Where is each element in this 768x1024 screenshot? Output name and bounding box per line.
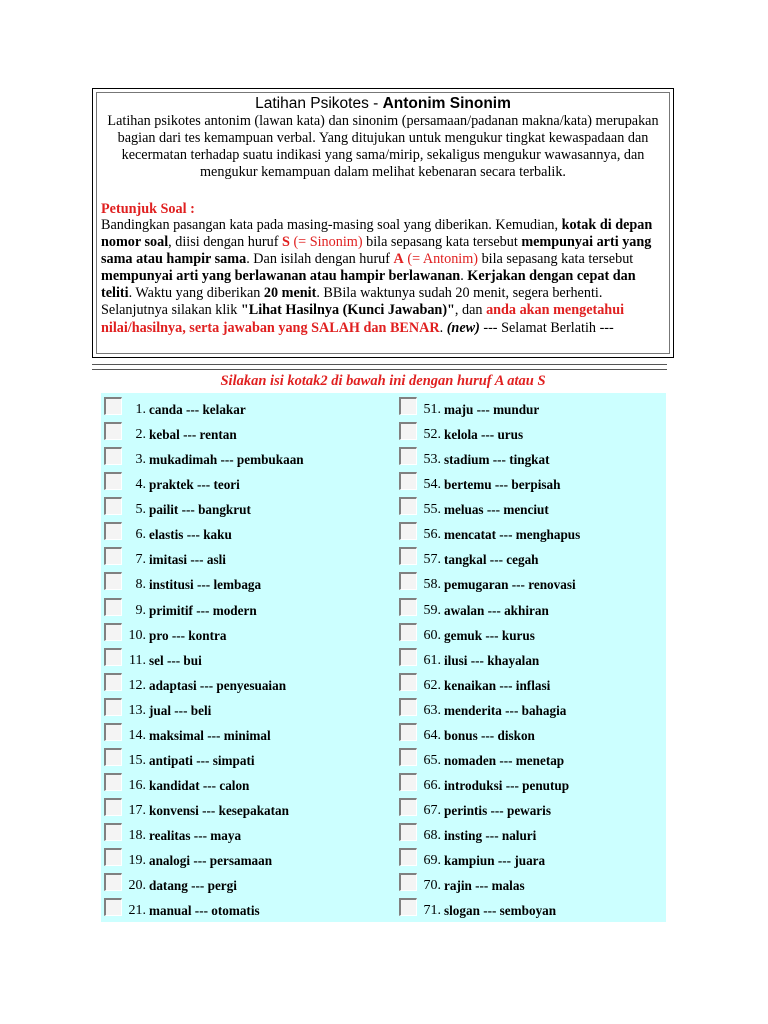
petunjuk-text: --- Selamat Berlatih --- <box>479 319 614 336</box>
question-number: 4. <box>135 477 146 493</box>
word-pair: manual --- otomatis <box>149 903 260 919</box>
word-pair: menderita --- bahagia <box>444 702 567 718</box>
answer-input-box[interactable] <box>399 447 417 465</box>
title-prefix: Latihan Psikotes - <box>255 95 383 112</box>
question-number: 64. <box>423 727 441 743</box>
petunjuk-bold: 20 menit <box>263 285 317 302</box>
word-pair: imitasi --- asli <box>149 552 226 568</box>
answer-input-box[interactable] <box>104 522 122 540</box>
word-pair: datang --- pergi <box>149 878 237 894</box>
new-badge: (new) <box>446 319 480 336</box>
answer-input-box[interactable] <box>399 798 417 816</box>
question-number: 18. <box>128 828 146 844</box>
answer-input-box[interactable] <box>104 848 122 866</box>
answer-input-box[interactable] <box>399 397 417 415</box>
intro-description: Latihan psikotes antonim (lawan kata) dan sinonim (persamaan/padanan makna/kata) merupakan bagian dari tes kemampuan verbal. Yang ditujukan untuk mengukur tingkat kewaspadaan dan kecermatan terhadap suatu indikasi yang sama/mirip, sekaligus mengukur wawasannya, dan mengukur kemampuan dalam melihat kebenaran secara terbalik. <box>107 113 659 180</box>
petunjuk-text: . BBila waktunya sudah 20 menit, segera berhenti. Selanjutnya silakan klik <box>101 285 603 319</box>
answer-input-box[interactable] <box>104 648 122 666</box>
word-pair: mukadimah --- pembukaan <box>149 452 304 468</box>
word-pair: maju --- mundur <box>444 402 540 417</box>
word-pair: praktek --- teori <box>149 477 240 493</box>
letter-s: S <box>282 234 290 251</box>
word-pair: adaptasi --- penyesuaian <box>149 677 287 693</box>
petunjuk-text: . <box>460 268 468 285</box>
word-pair: elastis --- kaku <box>149 527 232 543</box>
question-number: 57. <box>423 552 441 568</box>
answer-input-box[interactable] <box>104 798 122 816</box>
question-number: 16. <box>128 777 146 793</box>
answer-input-box[interactable] <box>104 447 122 465</box>
question-number: 59. <box>423 602 441 618</box>
question-number: 56. <box>423 527 441 543</box>
petunjuk-text: . <box>439 319 447 336</box>
antonim-label: (= Antonim) <box>403 251 479 268</box>
word-pair: antipati --- simpati <box>149 752 255 768</box>
word-pair: realitas --- maya <box>149 828 242 844</box>
question-number: 20. <box>128 878 146 894</box>
word-pair: konvensi --- kesepakatan <box>149 803 289 818</box>
word-pair: awalan --- akhiran <box>444 602 549 618</box>
question-number: 13. <box>128 702 146 718</box>
question-number: 12. <box>128 677 146 693</box>
question-number: 11. <box>129 652 146 668</box>
petunjuk-bold: mempunyai arti yang sama atau hampir sama <box>101 234 652 268</box>
answer-input-box[interactable] <box>104 823 122 841</box>
petunjuk-text: Bandingkan pasangan kata pada masing-masing soal yang diberikan. Kemudian, <box>101 217 562 233</box>
word-pair: insting --- naluri <box>444 828 537 844</box>
question-number: 60. <box>423 627 441 643</box>
kunci-jawaban-link-text: "Lihat Hasilnya (Kunci Jawaban)" <box>240 302 455 319</box>
word-pair: kelola --- urus <box>444 427 524 443</box>
question-number: 69. <box>423 853 441 869</box>
answer-input-box[interactable] <box>104 547 122 565</box>
answer-input-box[interactable] <box>104 497 122 515</box>
question-number: 51. <box>423 402 441 417</box>
word-pair: maksimal --- minimal <box>149 727 271 743</box>
word-pair: introduksi --- penutup <box>444 777 570 793</box>
sinonim-label: (= Sinonim) <box>289 234 363 251</box>
word-pair: bonus --- diskon <box>444 727 535 743</box>
answer-input-box[interactable] <box>399 522 417 540</box>
word-pair: institusi --- lembaga <box>149 577 262 593</box>
word-pair: kampiun --- juara <box>444 853 546 869</box>
word-pair: mencatat --- menghapus <box>444 527 581 543</box>
question-number: 7. <box>135 552 146 568</box>
answer-input-box[interactable] <box>399 547 417 565</box>
question-number: 1. <box>135 402 146 417</box>
question-number: 8. <box>135 577 146 593</box>
petunjuk-red-bold: anda akan mengetahui nilai/hasilnya, serta jawaban yang SALAH dan BENAR <box>101 302 625 336</box>
answer-input-box[interactable] <box>399 823 417 841</box>
question-number: 5. <box>135 502 146 518</box>
petunjuk-text: . Dan isilah dengan huruf <box>246 251 394 268</box>
question-number: 17. <box>128 803 146 818</box>
answer-input-box[interactable] <box>399 748 417 766</box>
answer-input-box[interactable] <box>104 873 122 891</box>
answer-input-box[interactable] <box>399 572 417 590</box>
word-pair: pailit --- bangkrut <box>149 502 251 518</box>
word-pair: perintis --- pewaris <box>444 803 551 818</box>
petunjuk-bold: Kerjakan dengan cepat dan teliti <box>101 268 636 302</box>
question-number: 65. <box>423 752 441 768</box>
answer-input-box[interactable] <box>399 422 417 440</box>
answer-input-box[interactable] <box>399 698 417 716</box>
word-pair: pro --- kontra <box>149 627 227 643</box>
petunjuk-bold: mempunyai arti yang berlawanan atau hampir berlawanan <box>101 268 461 285</box>
word-pair: jual --- beli <box>149 702 212 718</box>
word-pair: stadium --- tingkat <box>444 452 550 468</box>
answer-input-box[interactable] <box>104 623 122 641</box>
word-pair: tangkal --- cegah <box>444 552 539 568</box>
word-pair: kandidat --- calon <box>149 777 250 793</box>
answer-input-box[interactable] <box>104 422 122 440</box>
word-pair: sel --- bui <box>149 652 202 668</box>
answer-input-box[interactable] <box>104 572 122 590</box>
answer-input-box[interactable] <box>104 723 122 741</box>
answer-input-box[interactable] <box>104 748 122 766</box>
answer-input-box[interactable] <box>399 848 417 866</box>
answer-input-box[interactable] <box>104 598 122 616</box>
answer-input-box[interactable] <box>399 873 417 891</box>
question-number: 3. <box>135 452 146 468</box>
word-pair: pemugaran --- renovasi <box>444 577 576 593</box>
question-number: 67. <box>423 803 441 818</box>
petunjuk-text: bila sepasang kata tersebut <box>478 251 634 268</box>
question-number: 19. <box>128 853 146 869</box>
answer-input-box[interactable] <box>399 898 417 916</box>
answer-input-box[interactable] <box>399 472 417 490</box>
question-number: 21. <box>128 903 146 919</box>
instruction-heading: Silakan isi kotak2 di bawah ini dengan huruf A atau S <box>220 373 546 389</box>
answer-input-box[interactable] <box>104 773 122 791</box>
petunjuk-bold: kotak di depan nomor soal <box>101 217 653 251</box>
question-number: 61. <box>423 652 441 668</box>
question-number: 14. <box>128 727 146 743</box>
word-pair: canda --- kelakar <box>149 402 246 417</box>
letter-a: A <box>393 251 404 268</box>
question-number: 71. <box>423 903 441 919</box>
answer-input-box[interactable] <box>104 673 122 691</box>
answer-input-box[interactable] <box>399 497 417 515</box>
page-title <box>93 95 673 113</box>
question-number: 55. <box>423 502 441 518</box>
question-number: 15. <box>128 752 146 768</box>
title-bold: Antonim Sinonim <box>382 95 511 112</box>
question-number: 6. <box>135 527 146 543</box>
word-pair: primitif --- modern <box>149 602 257 618</box>
intro-box <box>92 88 674 358</box>
answer-input-box[interactable] <box>399 723 417 741</box>
answer-input-box[interactable] <box>399 648 417 666</box>
word-pair: rajin --- malas <box>444 878 525 894</box>
question-number: 9. <box>135 602 146 618</box>
question-number: 10. <box>128 627 146 643</box>
answer-input-box[interactable] <box>104 898 122 916</box>
quiz-table <box>101 393 666 922</box>
answer-input-box[interactable] <box>399 673 417 691</box>
question-number: 70. <box>423 878 441 894</box>
answer-input-box[interactable] <box>399 773 417 791</box>
question-number: 68. <box>423 828 441 844</box>
word-pair: meluas --- menciut <box>444 502 549 518</box>
word-pair: ilusi --- khayalan <box>444 652 540 668</box>
answer-input-box[interactable] <box>104 698 122 716</box>
petunjuk-body <box>101 217 665 337</box>
petunjuk-text: , dan <box>454 302 487 319</box>
answer-input-box[interactable] <box>104 397 122 415</box>
word-pair: kebal --- rentan <box>149 427 237 443</box>
petunjuk-title: Petunjuk Soal : <box>101 201 195 217</box>
answer-input-box[interactable] <box>399 623 417 641</box>
answer-input-box[interactable] <box>104 472 122 490</box>
question-number: 54. <box>423 477 441 493</box>
word-pair: slogan --- semboyan <box>444 903 557 919</box>
question-number: 58. <box>423 577 441 593</box>
word-pair: kenaikan --- inflasi <box>444 677 551 693</box>
question-number: 52. <box>423 427 441 443</box>
answer-input-box[interactable] <box>399 598 417 616</box>
question-number: 62. <box>423 677 441 693</box>
question-number: 53. <box>423 452 441 468</box>
word-pair: analogi --- persamaan <box>149 853 273 869</box>
petunjuk-text: , diisi dengan huruf <box>168 234 283 251</box>
petunjuk-text: bila sepasang kata tersebut <box>362 234 522 251</box>
word-pair: nomaden --- menetap <box>444 752 565 768</box>
question-number: 63. <box>423 702 441 718</box>
petunjuk-text: . Waktu yang diberikan <box>128 285 264 302</box>
question-number: 2. <box>135 427 146 443</box>
divider <box>92 364 667 370</box>
question-number: 66. <box>423 777 441 793</box>
word-pair: gemuk --- kurus <box>444 627 535 643</box>
word-pair: bertemu --- berpisah <box>444 477 561 493</box>
